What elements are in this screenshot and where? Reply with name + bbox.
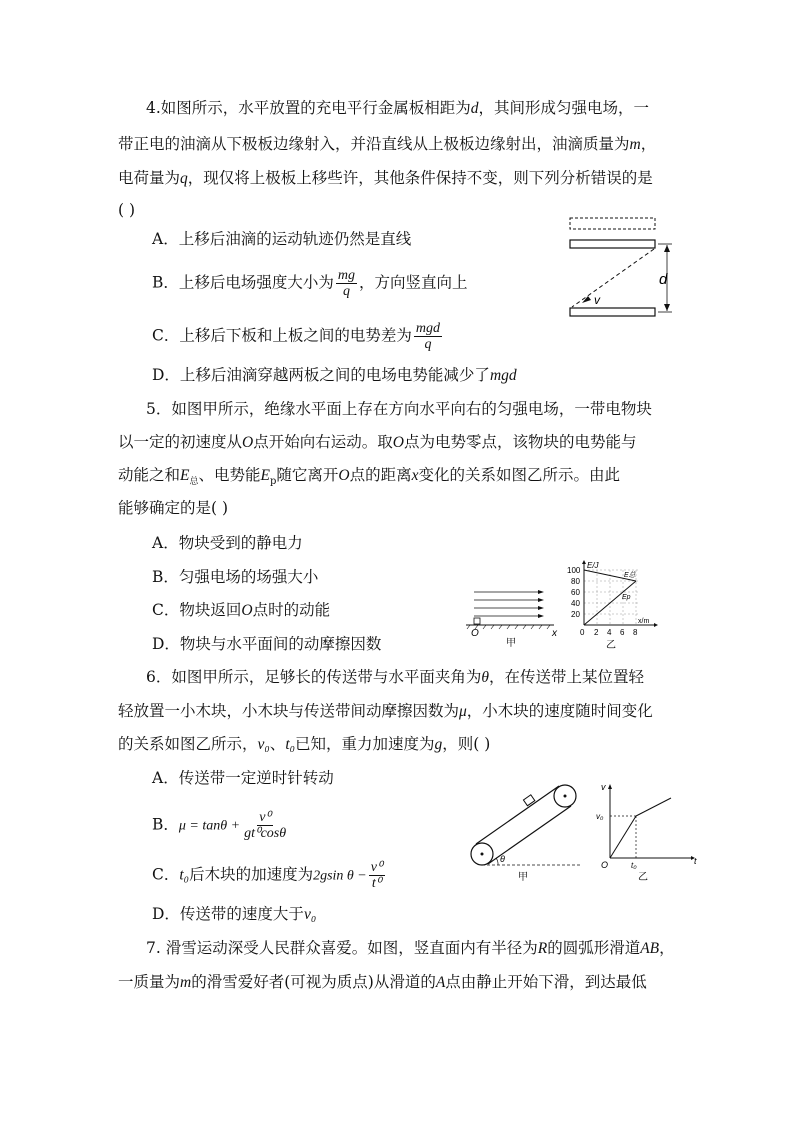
q5-fig-ytick: 80 [571,577,580,586]
q5-option-b: B．匀强电场的场强大小 [152,568,319,586]
q5-fig-xlabel: x/m [638,618,650,625]
q5-fig-xtick: 6 [620,628,625,637]
q6-option-c: C．t₀后木块的加速度为2gsin θ − $\frac{\text{v⁰}}{\text{t⁰}}$ [152,860,383,891]
q6-line-1: 6．如图甲所示，足够长的传送带与水平面夹角为θ，在传送带上某位置轻 [146,668,645,686]
q4-answer-paren: ( ) [118,201,136,219]
q5-fig-label-total: E总 [624,572,636,579]
q6-fig-t0: t₀ [631,861,637,870]
q6-option-b-fraction: $\frac{\text{v⁰}}{\text{gt⁰cosθ}}$ [244,810,287,841]
q4-fig-v: v [594,293,600,307]
q6-fig-b-caption: 乙 [638,872,648,883]
q6-fig-theta: θ [500,854,505,864]
q6-option-a: A．传送带一定逆时针转动 [152,769,334,787]
q5-fig-a-caption: 甲 [506,638,516,649]
q5-fig-ytick: 60 [571,588,580,597]
q4-option-d: D．上移后油滴穿越两板之间的电场电势能减少了mgd [152,366,517,384]
q4-trajectory [572,249,654,307]
q5-option-d: D．物块与水平面间的动摩擦因数 [152,635,382,653]
q5-block [474,618,480,624]
q5-line-1: 5．如图甲所示，绝缘水平面上存在方向水平向右的匀强电场，一带电物块 [146,400,652,418]
q6-fig-segment-2 [636,798,671,816]
q6-line-2: 轻放置一小木块，小木块与传送带间动摩擦因数为μ，小木块的速度随时间变化 [118,702,653,720]
q6-option-b: B．μ = tanθ + $\frac{\text{v⁰}}{\text{gt⁰cosθ}}$ [152,810,287,841]
q5-fig-ytick: 40 [571,599,580,608]
q4-upper-plate-shifted [570,218,655,229]
q4-line-3: 电荷量为q，现仅将上极板上移些许，其他条件保持不变，则下列分析错误的是 [118,169,653,187]
q5-figure-a [464,588,564,650]
q6-fig-a-caption: 甲 [518,872,528,883]
q5-fig-xtick: 2 [594,628,599,637]
q4-line-2: 带正电的油滴从下极板边缘射入，并沿直线从上极板边缘射出，油滴质量为m， [118,135,657,153]
q6-belt-top [476,786,559,844]
q6-fig-v0: v₀ [596,812,604,821]
q5-fig-ylabel: E/J [587,561,599,570]
q5-option-a: A．物块受到的静电力 [152,534,303,552]
q6-option-c-fraction: $\frac{\text{v⁰}}{\text{t⁰}}$ [370,860,383,891]
q5-fig-b-caption: 乙 [606,640,616,651]
q5-line-2: 以一定的初速度从O点开始向右运动。取O点为电势零点，该物块的电势能与 [118,433,637,451]
q4-option-c: C．上移后下板和上板之间的电势差为 $\frac{\text{mgd}}{q}$ [152,321,440,352]
q4-figure-plates [560,212,690,322]
q5-fig-xtick: 4 [607,628,612,637]
q5-fig-xtick: 8 [633,628,638,637]
q4-line-1: 4.如图所示，水平放置的充电平行金属板相距为d，其间形成匀强电场，一 [146,99,650,117]
q7-line-1: 7. 滑雪运动深受人民群众喜爱。如图，竖直面内有半径为R的圆弧形滑道AB， [146,939,675,957]
q5-line-4: 能够确定的是( ) [118,499,229,517]
q5-fig-ytick: 20 [571,610,580,619]
q6-figure-a [462,776,592,886]
q5-fig-xtick: 0 [580,628,585,637]
q6-fig-origin: O [601,860,609,870]
q5-fig-label-p: Ep [622,594,631,601]
q5-fig-ytick: 100 [567,566,581,575]
q4-upper-plate [570,240,655,248]
q6-option-d: D．传送带的速度大于v₀ [152,905,317,923]
q6-fig-t: t [694,856,697,866]
q4-option-a: A．上移后油滴的运动轨迹仍然是直线 [152,230,412,248]
q4-option-b-fraction: $\frac{mg}{q}$ [337,268,356,299]
q4-option-b: B．上移后电场强度大小为 $\frac{mg}{q}$ ，方向竖直向上 [152,268,468,299]
q5-line-3: 动能之和$E_总$、电势能$E_p$随它离开O点的距离x变化的关系如图乙所示。由此 [118,466,621,488]
q5-figure-b [566,560,666,654]
q4-lower-plate [570,308,655,316]
q5-fig-x: x [552,628,557,639]
q6-fig-segment-1 [610,816,636,858]
q5-fig-origin: O [471,628,479,639]
q6-line-3: 的关系如图乙所示，v₀、t₀已知，重力加速度为g，则( ) [118,735,491,753]
q4-option-c-fraction: $\frac{\text{mgd}}{q}$ [415,321,440,352]
q5-option-c: C．物块返回O点时的动能 [152,601,331,619]
q6-fig-v: v [601,782,606,792]
q4-fig-d: d [659,271,668,288]
q7-line-2: 一质量为m的滑雪爱好者(可视为质点)从滑道的A点由静止开始下滑，到达最低 [118,973,647,991]
q6-figure-b [596,776,706,886]
